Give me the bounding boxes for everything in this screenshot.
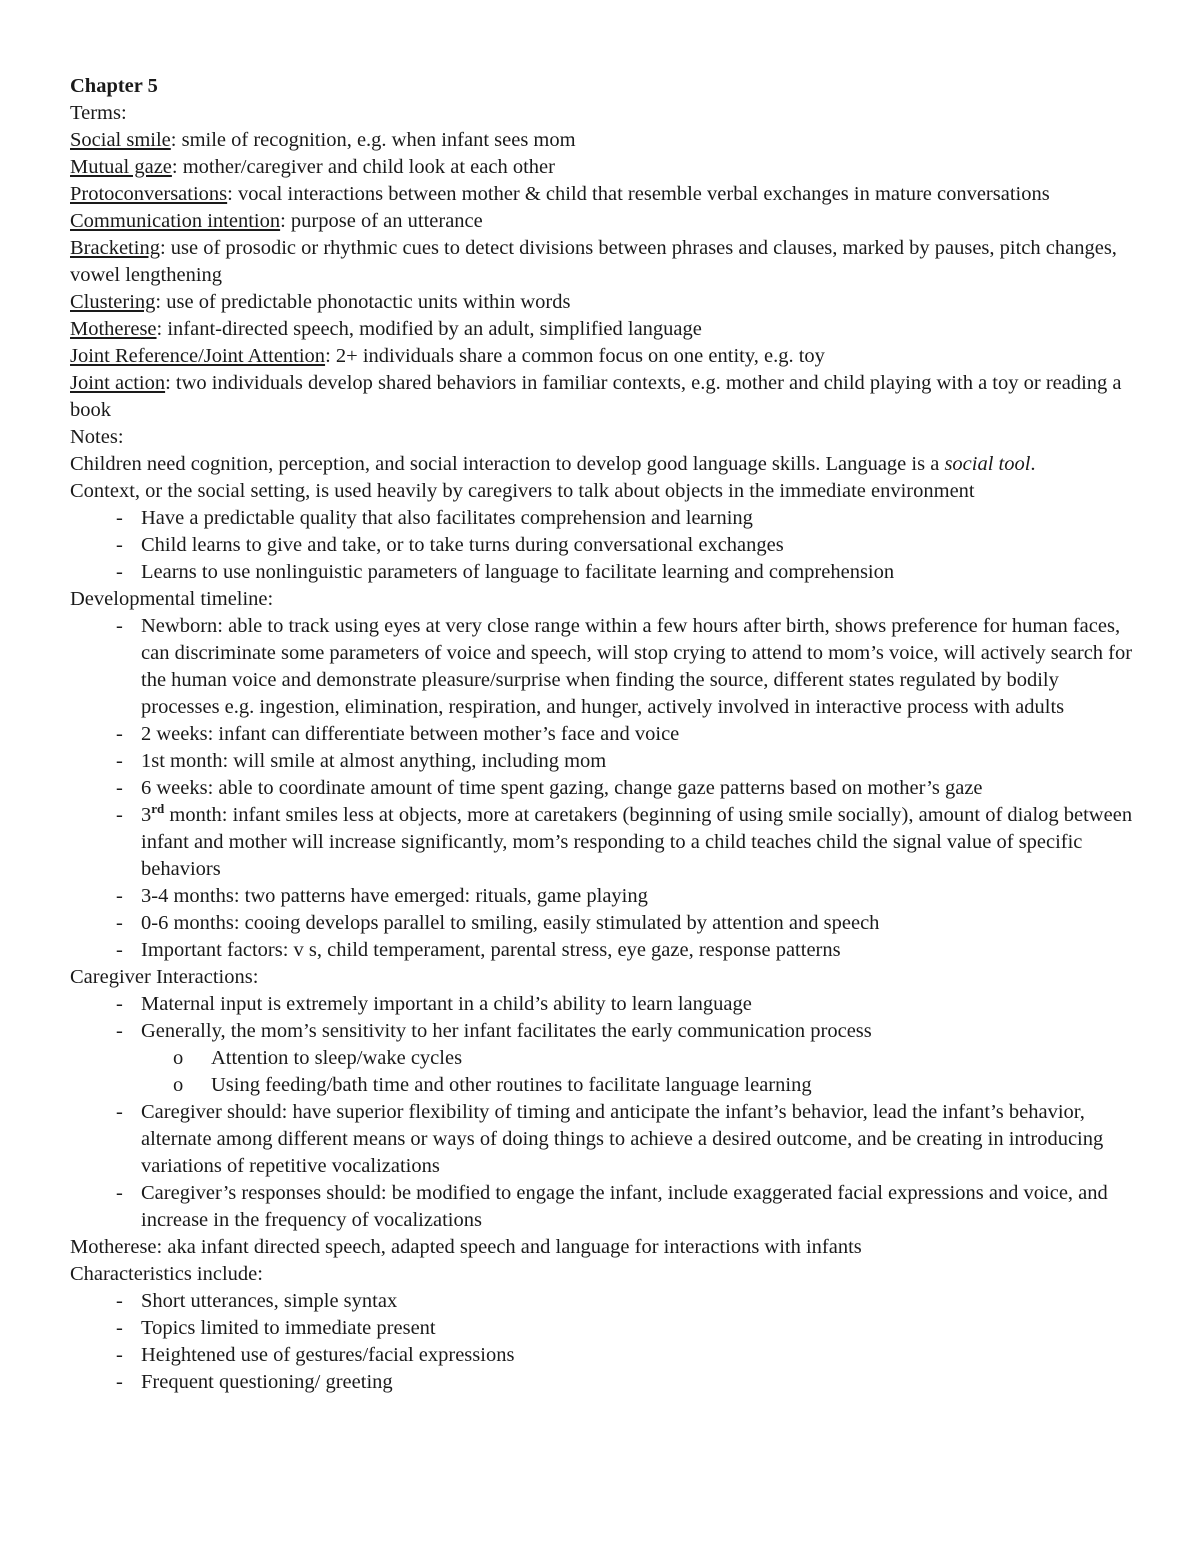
term-entry: [70, 343, 1140, 370]
term-label: Motherese: [70, 318, 157, 340]
term-label: Joint Reference/Joint Attention: [70, 345, 326, 367]
timeline-heading: Developmental timeline:: [70, 588, 274, 610]
term-definition: : smile of recognition, e.g. when infant sees mom: [170, 129, 576, 151]
list-item-text: Generally, the mom’s sensitivity to her infant facilitates the early communication process: [141, 1020, 872, 1042]
term-entry: [70, 316, 1140, 343]
list-item: - Newborn: able to track using eyes at very close range within a few hours after birth, shows preference for human faces, can discriminate some parameters of voice and speech, will stop crying to attend to mom’s voice, will actively search for the human voice and demonstrate pleasure/surprise when finding the source, different states regulated by bodily processes e.g. ingestion, elimination, respiration, and hunger, actively involved in interactive process with adults: [70, 613, 1140, 721]
notes-intro-end: .: [1030, 453, 1036, 475]
context-list: [70, 505, 1140, 586]
context-line: Context, or the social setting, is used heavily by caregivers to talk about objects in the immediate environment: [70, 480, 975, 502]
notes-intro: [70, 451, 1140, 478]
list-item: - Frequent questioning/ greeting: [70, 1369, 1140, 1396]
term-label: Joint action: [70, 372, 166, 394]
term-definition: : use of predictable phonotactic units within words: [155, 291, 571, 313]
term-entry: [70, 370, 1140, 424]
term-entry: [70, 154, 1140, 181]
list-item: - 1st month: will smile at almost anything, including mom: [70, 748, 1140, 775]
list-item: - Heightened use of gestures/facial expressions: [70, 1342, 1140, 1369]
terms-heading: Terms:: [70, 102, 127, 124]
list-item: [70, 802, 1140, 883]
list-item: - Topics limited to immediate present: [70, 1315, 1140, 1342]
caregiver-sublist: [141, 1045, 1140, 1099]
list-item: - Caregiver should: have superior flexibility of timing and anticipate the infant’s behavior, lead the infant’s behavior, alternate among different means or ways of doing things to achieve a desired outcome, and be creating in introducing variations of repetitive vocalizations: [70, 1099, 1140, 1180]
timeline-list: [70, 613, 1140, 964]
term-definition: : purpose of an utterance: [280, 210, 483, 232]
document-page: [70, 73, 1140, 1396]
term-definition: : two individuals develop shared behaviors in familiar contexts, e.g. mother and child playing with a toy or reading a book: [70, 372, 1122, 421]
term-label: Bracketing: [70, 237, 160, 259]
sublist-item: o Using feeding/bath time and other routines to facilitate language learning: [70, 1072, 1140, 1099]
term-definition: : mother/caregiver and child look at each other: [171, 156, 555, 178]
list-item: - 2 weeks: infant can differentiate between mother’s face and voice: [70, 721, 1140, 748]
list-item: - 6 weeks: able to coordinate amount of time spent gazing, change gaze patterns based on mother’s gaze: [70, 775, 1140, 802]
list-item: - Short utterances, simple syntax: [70, 1288, 1140, 1315]
term-label: Mutual gaze: [70, 156, 172, 178]
term-definition: : use of prosodic or rhythmic cues to detect divisions between phrases and clauses, marked by pauses, pitch changes, vowel lengthening: [70, 237, 1117, 286]
notes-intro-italic: social tool: [944, 453, 1031, 475]
list-item: - 3-4 months: two patterns have emerged: rituals, game playing: [70, 883, 1140, 910]
term-entry: [70, 127, 1140, 154]
term-label: Social smile: [70, 129, 171, 151]
sublist-item: o Attention to sleep/wake cycles: [70, 1045, 1140, 1072]
notes-intro-text: Children need cognition, perception, and social interaction to develop good language skills. Language is a: [70, 453, 945, 475]
list-item: - Maternal input is extremely important in a child’s ability to learn language: [70, 991, 1140, 1018]
third-month-text: month: infant smiles less at objects, more at caretakers (beginning of using smile socially), amount of dialog between infant and mother will increase significantly, mom’s responding to a child teaches child the signal value of specific behaviors: [141, 804, 1133, 880]
term-label: Clustering: [70, 291, 156, 313]
caregiver-list: [70, 991, 1140, 1234]
characteristics-heading: Characteristics include:: [70, 1263, 263, 1285]
list-item: - Have a predictable quality that also facilitates comprehension and learning: [70, 505, 1140, 532]
term-entry: [70, 235, 1140, 289]
caregiver-heading: Caregiver Interactions:: [70, 966, 259, 988]
list-item: - Learns to use nonlinguistic parameters of language to facilitate learning and comprehension: [70, 559, 1140, 586]
list-item: - Caregiver’s responses should: be modified to engage the infant, include exaggerated facial expressions and voice, and increase in the frequency of vocalizations: [70, 1180, 1140, 1234]
term-definition: : infant-directed speech, modified by an adult, simplified language: [156, 318, 702, 340]
motherese-line: Motherese: aka infant directed speech, adapted speech and language for interactions with infants: [70, 1236, 862, 1258]
list-item: - Child learns to give and take, or to take turns during conversational exchanges: [70, 532, 1140, 559]
term-entry: [70, 181, 1140, 208]
term-entry: [70, 289, 1140, 316]
list-item: [70, 1018, 1140, 1099]
term-definition: : 2+ individuals share a common focus on one entity, e.g. toy: [325, 345, 825, 367]
term-label: Protoconversations: [70, 183, 228, 205]
characteristics-list: [70, 1288, 1140, 1396]
third-month-suffix: rd: [151, 801, 165, 816]
chapter-title: Chapter 5: [70, 75, 158, 97]
term-entry: [70, 208, 1140, 235]
notes-heading: Notes:: [70, 426, 124, 448]
third-month-number: 3: [141, 804, 152, 826]
list-item: - 0-6 months: cooing develops parallel to smiling, easily stimulated by attention and speech: [70, 910, 1140, 937]
term-label: Communication intention: [70, 210, 281, 232]
list-item: - Important factors: v s, child temperament, parental stress, eye gaze, response patterns: [70, 937, 1140, 964]
term-definition: : vocal interactions between mother & child that resemble verbal exchanges in mature conversations: [227, 183, 1050, 205]
